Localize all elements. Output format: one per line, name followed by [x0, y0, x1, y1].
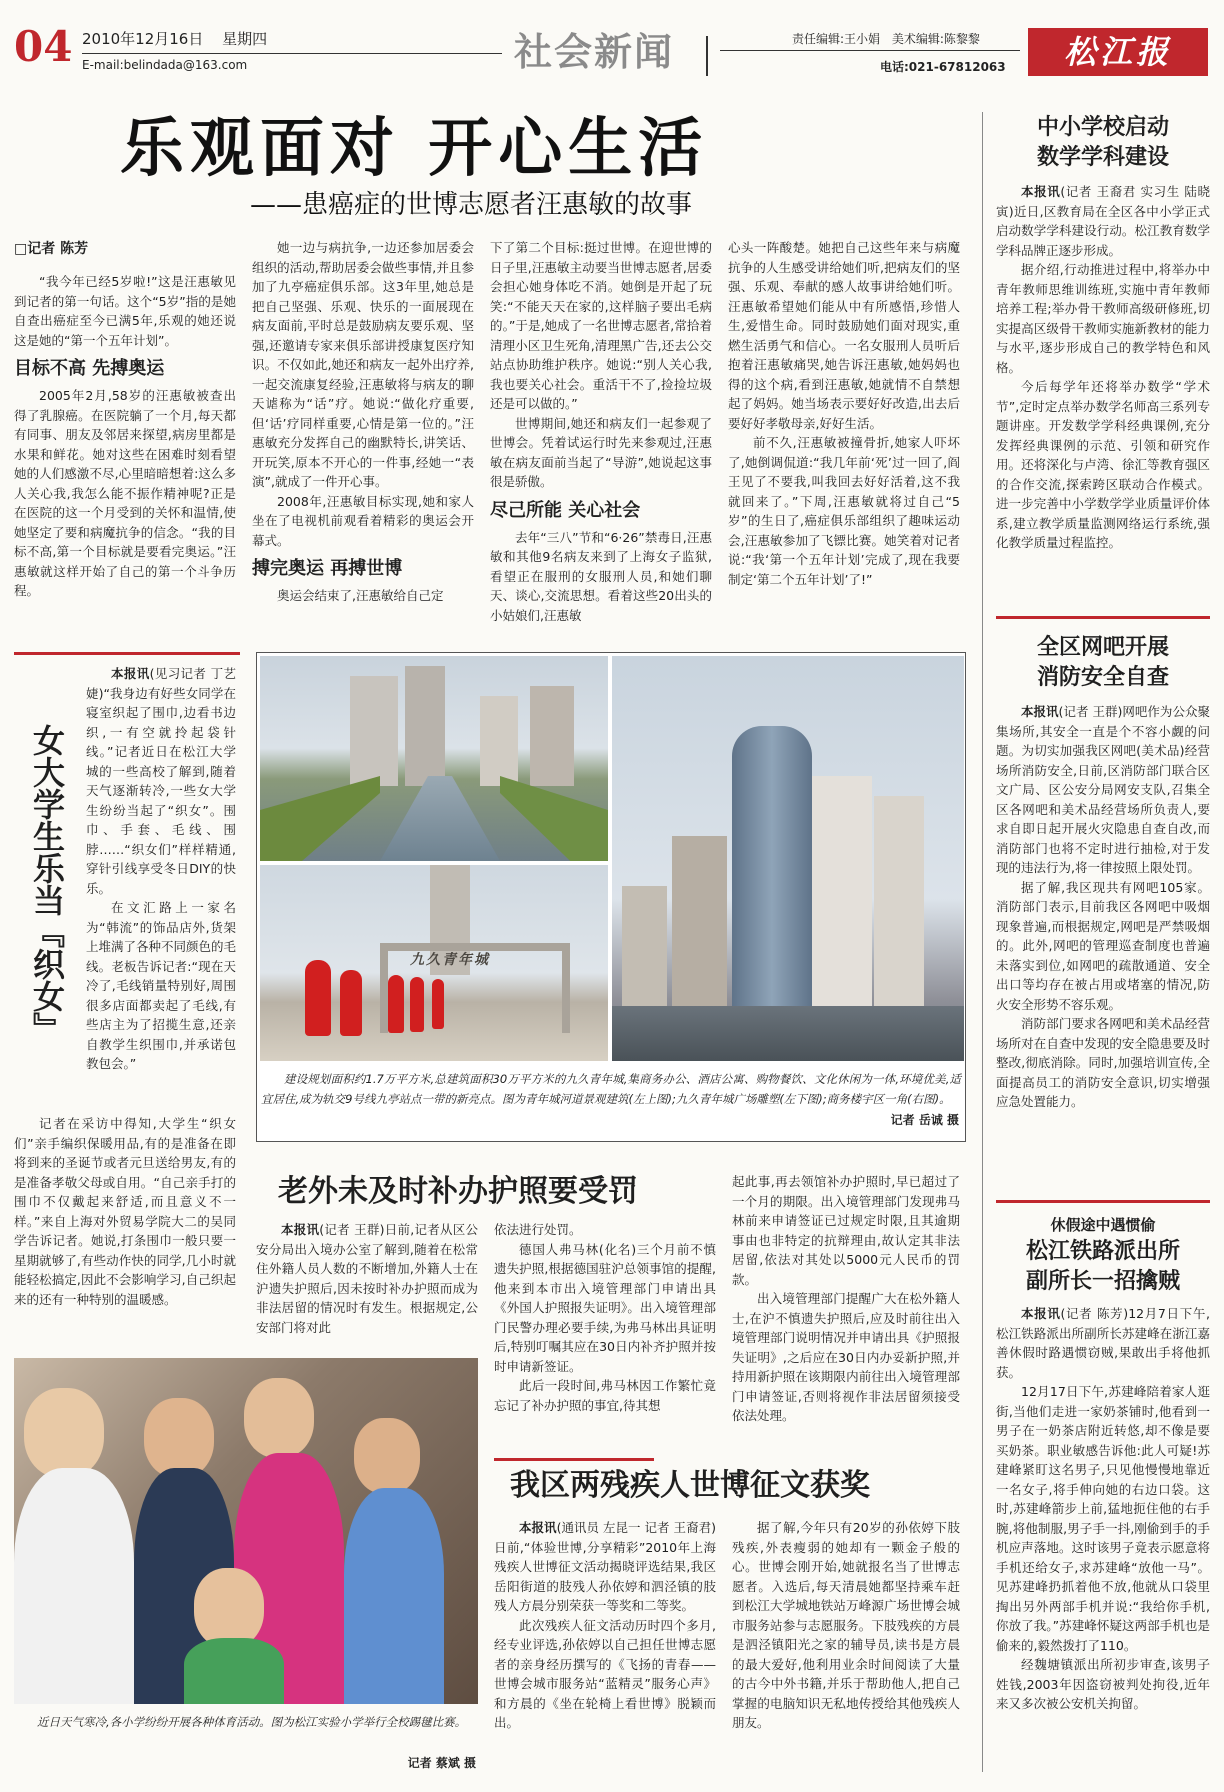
page-number: 04 — [14, 22, 73, 71]
kids-photo-caption: 近日天气寒冷,各小学纷纷开展各种体育活动。图为松江实验小学举行全校踢毽比赛。 — [37, 1715, 467, 1729]
lead-subhead-3: 尽己所能 关心社会 — [490, 499, 641, 521]
thief-headline-line2: 副所长一招擒贼 — [1025, 1268, 1180, 1294]
editor-line — [792, 30, 980, 47]
thief-paragraph: 12月17日下午,苏建峰陪着家人逛街,当他们走进一家奶茶铺时,他看到一男子在一奶茶店附近转悠,却不像是要买奶茶。职业敏感告诉他:此人可疑!苏建峰紧盯这名男子,只见他慢慢地靠近一名女子,将手伸向她的右边口袋。这时,苏建峰箭步上前,猛地扼住他的右手腕,将他制服,男子手一抖,刚偷到手的手机应声落地。这时该男子竟表示愿意将手机还给女子,求苏建峰“放他一马”。见苏建峰扔抓着他不放,他就从口袋里掏出另外两部手机并说:“我给你手机,你放了我。”苏建峰怀疑这两部手机也是偷来的,毅然拨打了110。 — [996, 1384, 1210, 1653]
knit-col-wide — [14, 1114, 236, 1354]
lead-paragraph: 世博期间,她还和病友们一起参观了世博会。凭着试运行时先来参观过,汪惠敏在病友面前当起了“导游”,她说起这事很是骄傲。 — [490, 415, 712, 489]
top-rule-left — [82, 53, 502, 54]
netcafe-headline-line2: 消防安全自查 — [1036, 664, 1169, 690]
expo-paragraph: 此次残疾人征文活动历时四个多月,经专业评选,孙依婷以自己担任世博志愿者的亲身经历撰写的《飞扬的青春——世博会城市服务站“蓝精灵”服务心声》和方晨的《坐在轮椅上看世博》脱颖而出。 — [494, 1617, 716, 1730]
netcafe-article — [996, 632, 1210, 1192]
thief-kicker: 休假途中遇惯偷 — [1050, 1216, 1156, 1234]
kids-photo — [14, 1358, 478, 1704]
lead-col-1 — [14, 272, 236, 632]
passport-headline: 老外未及时补办护照要受罚 — [278, 1174, 638, 1209]
passport-col-1 — [256, 1220, 478, 1340]
tower-photo — [612, 656, 964, 1061]
thief-article — [996, 1214, 1210, 1774]
paper-logo: 松江报 — [1028, 28, 1208, 76]
lead-paragraph: 她一边与病抗争,一边还参加居委会组织的活动,帮助居委会做些事情,并且参加了九亭癌症俱乐部。这3年里,她总是把自己坚强、乐观、快乐的一面展现在病友面前,平时总是鼓励病友要乐观、坚强,还邀请专家来俱乐部讲授康复医疗知识。不仅如此,她还和病友一起外出疗养,一起交流康复经验,汪惠敏将与病友的聊天谑称为“话”疗。她说:“做化疗重要,但‘话’疗同样重要,心情是第一位的。”汪惠敏充分发挥自己的幽默特长,讲笑话、开玩笑,原本不开心的一件事,经她一“表演”,就成了一件开心事。 — [252, 240, 474, 489]
thief-headline-line1: 松江铁路派出所 — [1025, 1238, 1180, 1264]
expo-paragraph: 本报讯(通讯员 左昆一 记者 王裔君)日前,“体验世博,分享精彩”2010年上海残疾人世博征文活动揭晓评选结果,我区岳阳街道的肢残人孙依婷和泗泾镇的肢残人方晨分别荣获一等奖和二等奖。 — [494, 1520, 716, 1613]
canal-photo — [260, 656, 608, 861]
sculpture-photo — [260, 865, 608, 1061]
knit-paragraph: 在文汇路上一家名为“韩流”的饰品店外,货架上堆满了各种不同颜色的毛线。老板告诉记者:“现在天冷了,毛线销量特别好,周围很多店面都卖起了毛线,有些店主为了招揽生意,还亲自教学生织围巾,并承诺包教包会。” — [86, 900, 236, 1071]
divider — [494, 1458, 654, 1461]
passport-paragraph: 德国人弗马林(化名)三个月前不慎遗失护照,根据德国驻沪总领事馆的提醒,他来到本市出入境管理部门申请出具《外国人护照报失证明》。出入境管理部门民警办理必要手续,为弗马林出具证明后,特别叮嘱其应在30日内补齐护照并按时申请新签证。 — [494, 1241, 716, 1374]
lead-headline: 乐观面对 开心生活 — [120, 111, 709, 186]
byline: □记者 陈芳 — [14, 241, 89, 257]
lead-subhead-2: 搏完奥运 再搏世博 — [252, 558, 403, 579]
top-rule-right — [720, 50, 1020, 51]
masthead — [0, 0, 1224, 90]
thief-headline — [996, 1236, 1210, 1296]
expo-col-1 — [494, 1518, 716, 1776]
lead-paragraph: 前不久,汪惠敏被撞骨折,她家人吓坏了,她倒调侃道:“我几年前‘死’过一回了,阎王见了不要我,叫我回去好好活着,这不我就回来了。”下周,汪惠敏就将过自己“5岁”的生日了,癌症俱乐部组织了趣味运动会,汪惠敏参加了飞镖比赛。她笑着对记者说:“我‘第一个五年计划’完成了,现在我要制定‘第二个五年计划’了!” — [728, 435, 960, 587]
weekday-text: 星期四 — [222, 30, 268, 48]
passport-paragraph: 本报讯(记者 王群)日前,记者从区公安分局出入境办公室了解到,随着在松常住外籍人员人数的不断增加,外籍人士在沪遗失护照后,因未按时补办护照而成为非法居留的情况时有发生。根据规定,公安部门将对此 — [256, 1222, 478, 1335]
math-paragraph: 今后每学年还将举办数学“学术节”,定时定点举办数学名师高三系列专题讲座。开发数学学科经典课例,充分发挥经典课例的示范、引领和研究作用。还将深化与卢湾、徐汇等教育强区的合作交流,探索跨区联动合作模式。进一步完善中小学数学学业质量评价体系,建立教学质量监测网络运行系统,强化教学质量过程监控。 — [996, 379, 1210, 550]
expo-paragraph: 据了解,今年只有20岁的孙依婷下肢残疾,外表瘦弱的她却有一颗金子般的心。世博会刚开始,她就报名当了世博志愿者。入选后,每天清晨她都坚持乘车赶到松江大学城地铁站万峰源广场世博会城市服务站参与志愿服务。下肢残疾的方晨是泗泾镇阳光之家的辅导员,读书是方晨的最大爱好,他利用业余时间阅读了大量的古今中外书籍,并乐于帮助他人,把自己掌握的电脑知识无私地传授给其他残疾人朋友。 — [732, 1520, 960, 1730]
thief-paragraph: 经魏塘镇派出所初步审查,该男子姓钱,2003年因盗窃被判处拘役,近年来又多次被公安机关拘留。 — [996, 1657, 1210, 1711]
math-paragraph: 本报讯(记者 王裔君 实习生 陆晓寅)近日,区教育局在全区各中小学正式启动数学学科建设行动。松江教育数学学科品牌正逐步形成。 — [996, 184, 1210, 258]
lead-col-4 — [728, 238, 960, 632]
lead-col-2 — [252, 238, 474, 632]
section-divider — [706, 36, 708, 76]
expo-headline: 我区两残疾人世博征文获奖 — [510, 1468, 870, 1503]
knit-paragraph: 记者在采访中得知,大学生“织女们”亲手编织保暖用品,有的是准备在即将到来的圣诞节或者元旦送给男友,有的是准备孝敬父母或自用。“自己亲手打的围巾不仅戴起来舒适,而且意义不一样。”来自上海对外贸易学院大二的吴同学告诉记者。她说,打条围巾一般只要一星期就够了,有些动作快的同学,几小时就能轻松搞定,因此不会影响学习,自己织起来的还有一种特别的温暖感。 — [14, 1116, 236, 1307]
math-headline-line1: 中小学校启动 — [1036, 114, 1169, 140]
phone-text: 电话:021-67812063 — [880, 60, 1006, 74]
lead-col-3 — [490, 238, 712, 632]
lead-subhead-1: 目标不高 先搏奥运 — [14, 358, 165, 379]
netcafe-paragraph: 本报讯(记者 王群)网吧作为公众聚集场所,其安全一直是个不容小觑的问题。为切实加强我区网吧(美术品)经营场所消防安全,日前,区消防部门联合区文广局、区公安分局网安支队,召集全区各网吧和美术品经营场所负责人,要求自即日起开展火灾隐患自查自改,而消防部门也将不定时进行抽检,对于发现的违法行为,将一律按照上限处罚。 — [996, 704, 1210, 875]
passport-paragraph: 起此事,再去领馆补办护照时,早已超过了一个月的期限。出入境管理部门发现弗马林前来申请签证已过规定时限,且其逾期事由也非特定的抗辩理由,故认定其非法居留,依法对其处以5000元人民币的罚款。 — [732, 1174, 960, 1287]
city-photo-block — [256, 652, 966, 1142]
lead-paragraph: 心头一阵酸楚。她把自己这些年来与病魔抗争的人生感受讲给她们听,把病友们的坚强、乐观、奉献的感人故事讲给她们听。汪惠敏希望她们能从中有所感悟,珍惜人生,爱惜生命。同时鼓励她们面对现实,重燃生活勇气和信心。一名女服刑人员听后抱着汪惠敏痛哭,她告诉汪惠敏,她妈妈也得的这个病,看到汪惠敏,她就情不自禁想起了妈妈。她当场表示要好好改造,出去后要好好孝敬母亲,好好生活。 — [728, 240, 960, 431]
editor-text: 责任编辑:王小娟 — [792, 32, 881, 46]
issue-date — [82, 28, 267, 49]
netcafe-headline — [996, 632, 1210, 692]
passport-paragraph: 出入境管理部门提醒广大在松外籍人士,在沪不慎遗失护照后,应及时前往出入境管理部门说明情况并申请出具《护照报失证明》,之后应在30日内办妥新护照,并持用新护照在该期限内前往出入境管理部门申请签证,否则将视作非法居留须接受依法处理。 — [732, 1291, 960, 1423]
netcafe-paragraph: 据了解,我区现共有网吧105家。消防部门表示,目前我区各网吧中吸烟现象普遍,而根据规定,网吧是严禁吸烟的。此外,网吧的管理巡查制度也普遍未落实到位,如网吧的疏散通道、安全出口等均存在被占用或堵塞的情况,防火安全形势不容乐观。 — [996, 879, 1210, 1012]
thief-paragraph: 本报讯(记者 陈芳)12月7日下午,松江铁路派出所副所长苏建峰在浙江嘉善休假时路遇惯窃贼,果敢出手将他抓获。 — [996, 1306, 1210, 1380]
passport-paragraph: 此后一段时间,弗马林因工作繁忙竟忘记了补办护照的事宜,待其想 — [494, 1378, 716, 1413]
knit-paragraph: 本报讯(见习记者 丁艺婕)“我身边有好些女同学在寝室织起了围巾,边看书边织,一有空就拎起袋针线。”记者近日在松江大学城的一些高校了解到,随着天气逐渐转冷,一些女大学生纷纷当起了“织女”。围巾、手套、毛线、围脖……“织女们”样样精通,穿针引线享受冬日DIY的快乐。 — [86, 666, 236, 896]
passport-col-3 — [732, 1172, 960, 1446]
lead-paragraph: 去年“三八”节和“6·26”禁毒日,汪惠敏和其他9名病友来到了上海女子监狱,看望正在服刑的女服刑人员,和她们聊天、谈心,交流思想。看着这些20出头的小姑娘们,汪惠敏 — [490, 529, 712, 623]
art-editor-text: 美术编辑:陈黎黎 — [891, 32, 980, 46]
expo-col-2 — [732, 1518, 960, 1776]
netcafe-paragraph: 消防部门要求各网吧和美术品经营场所对在自查中发现的安全隐患要及时整改,彻底消除。同时,加强培训宣传,全面提高员工的消防安全意识,切实增强应急处置能力。 — [996, 1016, 1210, 1109]
section-title: 社会新闻 — [514, 29, 675, 74]
math-headline-line2: 数学学科建设 — [1036, 144, 1169, 170]
lead-paragraph: “我今年已经5岁啦!”这是汪惠敏见到记者的第一句话。这个“5岁”指的是她自查出癌症至今已满5年,乐观的她还说这是她的“第一个五年计划”。 — [14, 274, 236, 348]
city-photo-caption: 建设规划面积约1.7万平方米,总建筑面积30万平方米的九久青年城,集商务办公、酒店公寓、购物餐饮、文化休闲为一体,环境优美,适宜居住,成为轨交9号线九亭站点一带的新亮点。图为青年城河道景观建筑(左上图);九久青年城广场雕塑(左下图);商务楼宇区一角(右图)。 — [261, 1072, 961, 1106]
math-article — [996, 112, 1210, 592]
passport-col-2 — [494, 1220, 716, 1446]
lead-paragraph: 下了第二个目标:挺过世博。在迎世博的日子里,汪惠敏主动要当世博志愿者,居委会担心她身体吃不消。她倒是开起了玩笑:“不能天天在家的,这样脑子要出毛病的。”于是,她成了一名世博志愿者,常拾着清理小区卫生死角,清理黑广告,还去公交站点协助维护秩序。她说:“别人关心我,我也要关心社会。重活干不了,捡捡垃圾还是可以做的。” — [490, 240, 712, 411]
kids-photo-credit: 记者 蔡斌 摄 — [407, 1756, 476, 1770]
knit-headline: 女大学生乐当『织女』 — [28, 724, 66, 1044]
lead-paragraph: 2008年,汪惠敏目标实现,她和家人坐在了电视机前观看着精彩的奥运会开幕式。 — [252, 493, 474, 548]
netcafe-headline-line1: 全区网吧开展 — [1036, 634, 1169, 660]
city-photo-credit: 记者 岳诚 摄 — [890, 1113, 959, 1127]
date-text: 2010年12月16日 — [82, 30, 204, 48]
lead-paragraph: 奥运会结束了,汪惠敏给自己定 — [277, 588, 444, 603]
divider — [14, 652, 240, 655]
divider — [996, 1200, 1210, 1203]
passport-paragraph: 依法进行处罚。 — [494, 1222, 582, 1237]
math-paragraph: 据介绍,行动推进过程中,将举办中青年教师思维训练班,实施中青年教师培养工程;举办骨干教师高级研修班,切实提高区级骨干教师实施新教材的能力与水平,逐步形成自己的教学特色和风格。 — [996, 262, 1210, 375]
lead-paragraph: 2005年2月,58岁的汪惠敏被查出得了乳腺癌。在医院躺了一个月,每天都有同事、朋友及邻居来探望,病房里都是水果和鲜花。她对这些在困难时刻看望她的人们感激不尽,心里暗暗想着:这么多人关心我,我怎么能不振作精神呢?正是在医院的这一个月受到的关怀和温情,使她坚定了要和病魔抗争的信念。“我的目标不高,第一个目标就是要看完奥运。”汪惠敏就这样开始了自己的第一个斗争历程。 — [14, 388, 236, 598]
lead-subheadline: ——患癌症的世博志愿者汪惠敏的故事 — [250, 190, 693, 220]
email-text: E-mail:belindada@163.com — [82, 58, 248, 72]
divider — [996, 616, 1210, 619]
right-column-rule — [982, 112, 983, 1772]
sculpture-sign: 九久青年城 — [410, 952, 490, 968]
math-headline — [996, 112, 1210, 172]
knit-col-narrow — [86, 664, 236, 1112]
